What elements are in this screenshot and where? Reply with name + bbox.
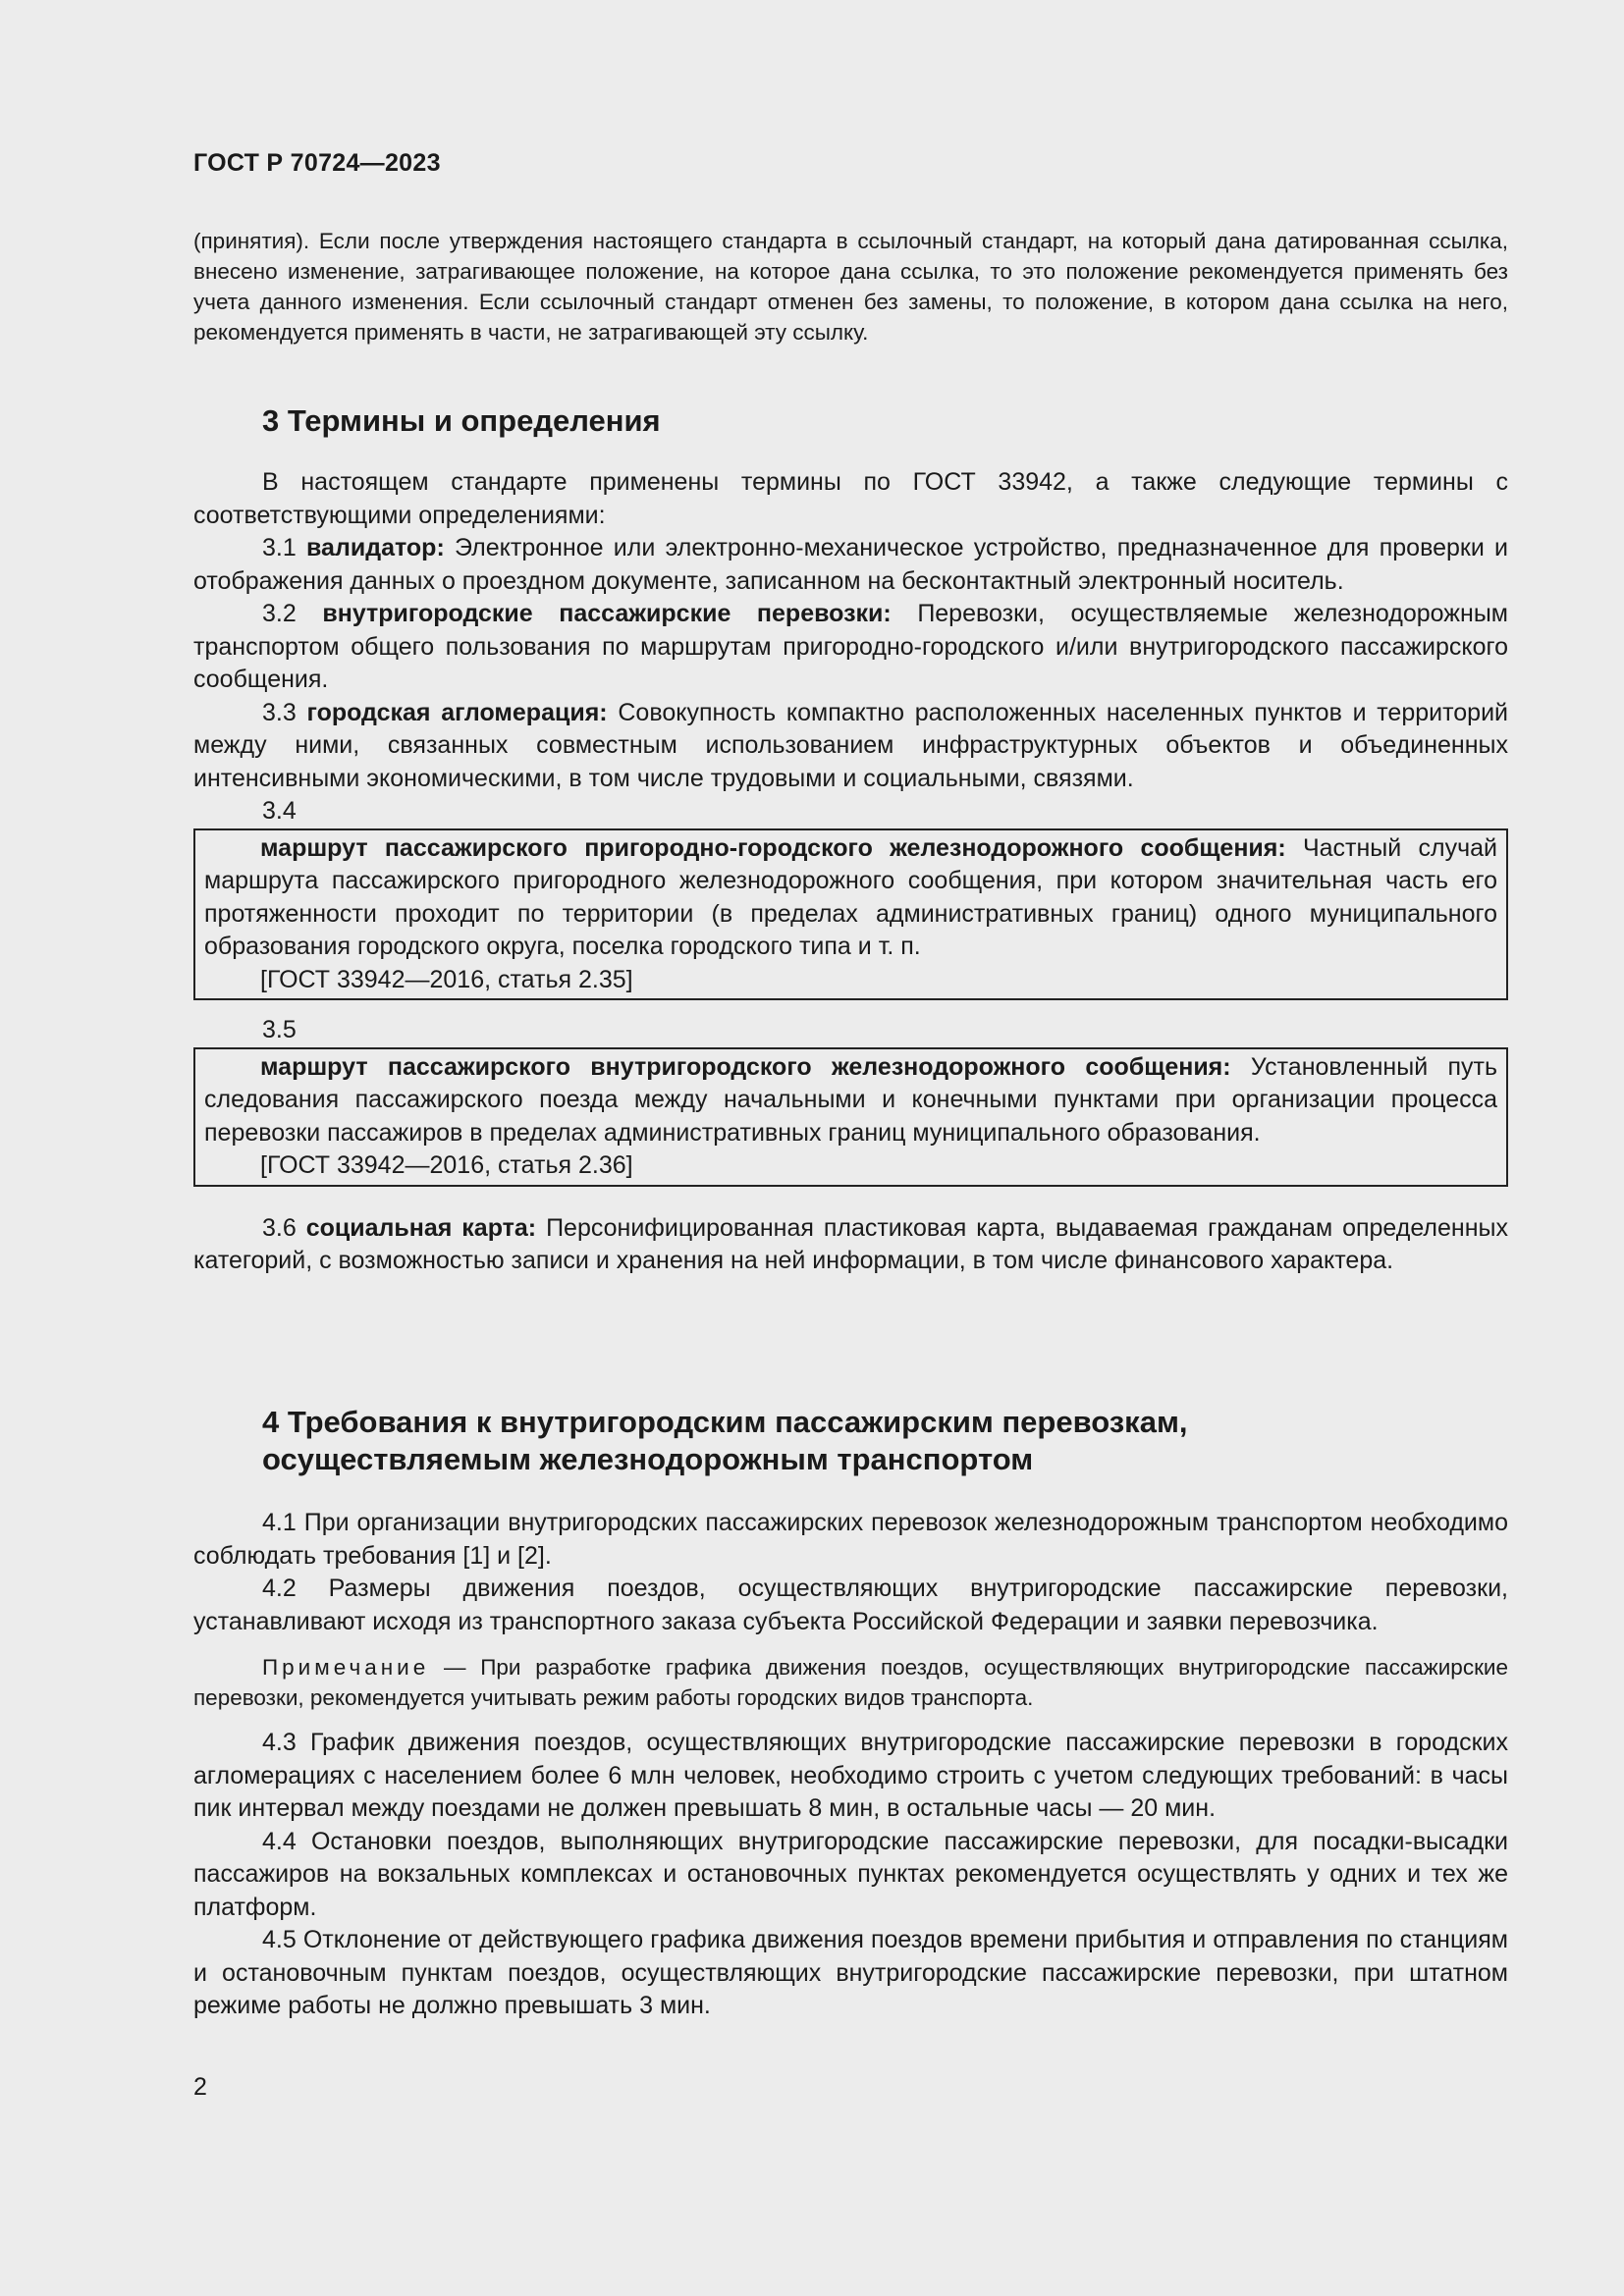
- document-header: ГОСТ Р 70724—2023: [193, 149, 441, 177]
- term-3-4-number: 3.4: [262, 797, 297, 825]
- term-number: 3.1: [262, 534, 307, 561]
- note-text: — При разработке графика движения поездов, осуществляющих внутригородские пассажирские перевозки, рекомендуется учитывать режим работы городских видов транспорта.: [193, 1655, 1508, 1710]
- term-3-5-source: [ГОСТ 33942—2016, статья 2.36]: [260, 1151, 633, 1179]
- note: [193, 1652, 1508, 1713]
- term-definition: Совокупность компактно расположенных населенных пунктов и территорий между ними, связанных совместным использованием инфраструктурных объектов и объединенных интенсивными экономическими, в том числе трудовыми и социальными, связями.: [193, 698, 1509, 792]
- section-3-body: [193, 466, 1508, 1278]
- term-3-5-number: 3.5: [262, 1016, 297, 1043]
- term-number: 3.2: [262, 600, 323, 627]
- term-definition: Электронное или электронно-механическое устройство, предназначенное для проверки и отображения данных о проездном документе, записанном на бесконтактный электронный носитель.: [193, 534, 1508, 595]
- paragraph-4-2: 4.2 Размеры движения поездов, осуществляющих внутригородские пассажирские перевозки, устанавливают исходя из транспортного заказа субъекта Российской Федерации и заявки перевозчика.: [193, 1575, 1508, 1635]
- term-3-5-box: [193, 1047, 1508, 1187]
- term-definition: Частный случай маршрута пассажирского пригородного железнодорожного сообщения, при котором значительная часть его протяженности проходит по территории (в пределах административных границ) одного муниципального образования городского округа, поселка городского типа и т. п.: [204, 833, 1497, 960]
- paragraph-4-1: 4.1 При организации внутригородских пассажирских перевозок железнодорожным транспортом необходимо соблюдать требования [1] и [2].: [193, 1509, 1508, 1570]
- note-label: Примечание: [262, 1655, 430, 1680]
- section-3-lead: В настоящем стандарте применены термины по ГОСТ 33942, а также следующие термины с соответствующими определениями:: [193, 468, 1508, 529]
- paragraph-4-5: 4.5 Отклонение от действующего графика движения поездов времени прибытия и отправления по станциям и остановочным пунктам поездов, осуществляющих внутригородские пассажирские перевозки, при штатном режиме работы не должно превышать 3 мин.: [193, 1926, 1508, 2019]
- term-3-4-box: [193, 828, 1508, 1001]
- term-3-4-source: [ГОСТ 33942—2016, статья 2.35]: [260, 965, 633, 993]
- intro-paragraph: (принятия). Если после утверждения настоящего стандарта в ссылочный стандарт, на который дана датированная ссылка, внесено изменение, затрагивающее положение, на которое дана ссылка, то это положение рекомендуется применять без учета данного изменения. Если ссылочный стандарт отменен без замены, то положение, в котором дана ссылка на него, рекомендуется применять в части, не затрагивающей эту ссылку.: [193, 229, 1508, 345]
- term-name: социальная карта:: [305, 1213, 537, 1242]
- term-definition: Персонифицированная пластиковая карта, выдаваемая гражданам определенных категорий, с возможностью записи и хранения на ней информации, в том числе финансового характера.: [193, 1213, 1509, 1274]
- term-3-1: [193, 532, 1508, 598]
- section-3-heading: 3 Термины и определения: [262, 403, 661, 438]
- section-4-heading-line-1: 4 Требования к внутригородским пассажирским перевозкам,: [262, 1405, 1188, 1439]
- section-4-body: [193, 1507, 1508, 2023]
- term-definition: Установленный путь следования пассажирского поезда между начальными и конечными пунктами при организации процесса перевозки пассажиров в пределах административных границ муниципального образования.: [204, 1052, 1497, 1147]
- term-3-6: [193, 1212, 1508, 1278]
- term-3-3: [193, 697, 1508, 796]
- section-4-heading: [193, 1404, 1188, 1478]
- term-name: маршрут пассажирского внутригородского железнодорожного сообщения:: [260, 1052, 1231, 1081]
- term-name: валидатор:: [306, 534, 445, 561]
- term-number: 3.3: [262, 698, 307, 726]
- term-name: маршрут пассажирского пригородно-городского железнодорожного сообщения:: [260, 833, 1286, 862]
- term-3-2: [193, 598, 1508, 697]
- page-number: 2: [193, 2073, 207, 2101]
- term-name: внутригородские пассажирские перевозки:: [322, 600, 892, 627]
- term-3-4: [204, 832, 1497, 964]
- paragraph-4-4: 4.4 Остановки поездов, выполняющих внутригородские пассажирские перевозки, для посадки-высадки пассажиров на вокзальных комплексах и остановочных пунктах рекомендуется осуществлять у одних и тех же платформ.: [193, 1827, 1508, 1921]
- term-number: 3.6: [262, 1213, 306, 1242]
- term-definition: Перевозки, осуществляемые железнодорожным транспортом общего пользования по маршрутам пригородно-городского и/или внутригородского пассажирского сообщения.: [193, 600, 1508, 693]
- paragraph-4-3: 4.3 График движения поездов, осуществляющих внутригородские пассажирские перевозки в городских агломерациях с населением более 6 млн человек, необходимо строить с учетом следующих требований: в часы пик интервал между поездами не должен превышать 8 мин, в остальные часы — 20 мин.: [193, 1729, 1508, 1822]
- section-4-heading-line-2: осуществляемым железнодорожным транспортом: [262, 1442, 1034, 1476]
- term-name: городская агломерация:: [306, 698, 608, 726]
- term-3-5: [204, 1051, 1497, 1150]
